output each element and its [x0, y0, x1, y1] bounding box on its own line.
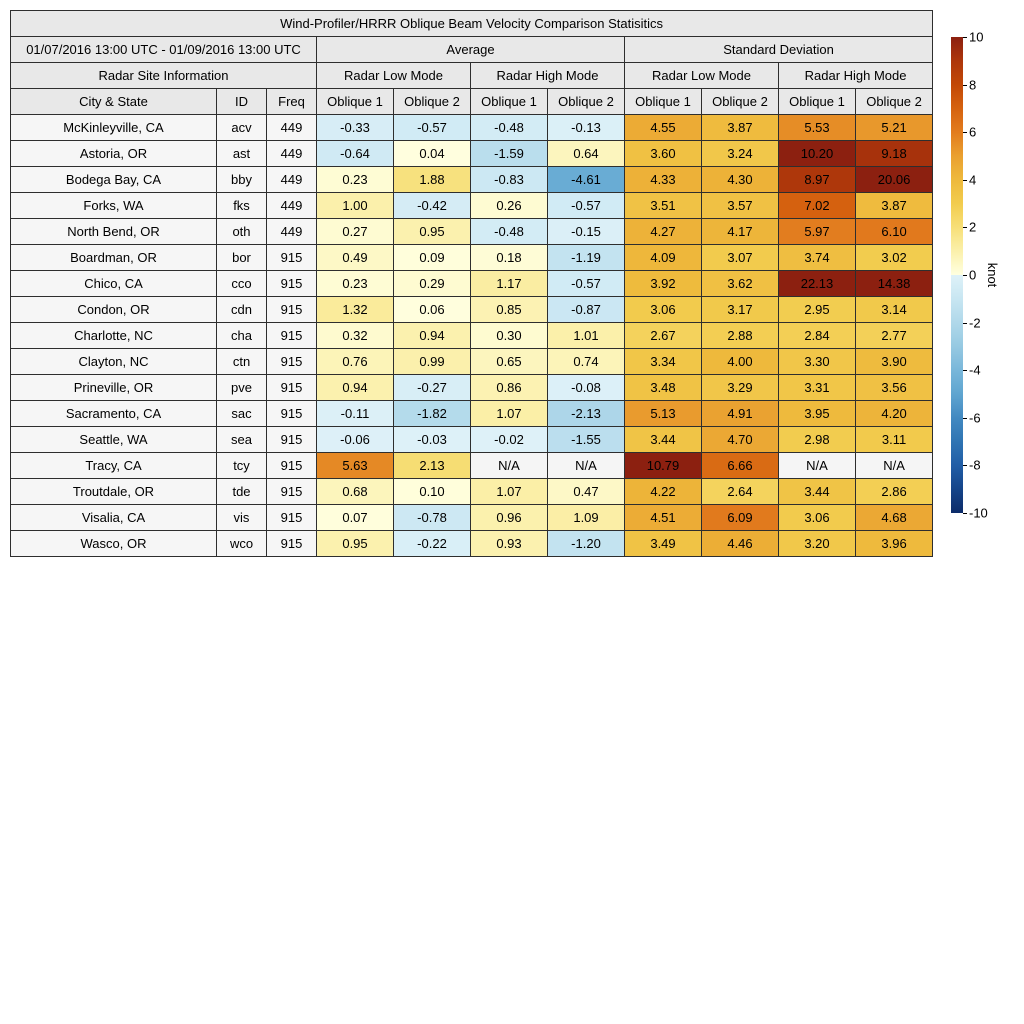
- colorbar-tick-label: 6: [969, 124, 977, 140]
- value-cell: 4.91: [702, 401, 779, 427]
- value-cell: 0.32: [317, 323, 394, 349]
- value-cell: 3.96: [856, 531, 933, 557]
- avg-low-mode-header: Radar Low Mode: [317, 63, 471, 89]
- value-cell: -0.48: [471, 219, 548, 245]
- value-cell: 6.09: [702, 505, 779, 531]
- id-cell: pve: [217, 375, 267, 401]
- value-cell: -1.59: [471, 141, 548, 167]
- value-cell: N/A: [471, 453, 548, 479]
- id-cell: acv: [217, 115, 267, 141]
- value-cell: -0.22: [394, 531, 471, 557]
- value-cell: 3.51: [625, 193, 702, 219]
- city-cell: Bodega Bay, CA: [11, 167, 217, 193]
- table-row: [11, 453, 933, 479]
- value-cell: 0.94: [317, 375, 394, 401]
- colorbar-tick-label: 0: [969, 267, 977, 283]
- value-cell: 3.06: [625, 297, 702, 323]
- value-cell: 10.20: [779, 141, 856, 167]
- value-cell: 0.85: [471, 297, 548, 323]
- std-high-mode-header: Radar High Mode: [779, 63, 933, 89]
- table-row: [11, 115, 933, 141]
- value-cell: 4.00: [702, 349, 779, 375]
- value-cell: -0.48: [471, 115, 548, 141]
- colorbar-tick: [963, 132, 967, 133]
- freq-cell: 915: [267, 505, 317, 531]
- mode-header-row: [11, 63, 933, 89]
- value-cell: 2.13: [394, 453, 471, 479]
- avg-high-mode-header: Radar High Mode: [471, 63, 625, 89]
- value-cell: 3.87: [702, 115, 779, 141]
- value-cell: -0.15: [548, 219, 625, 245]
- table-row: [11, 427, 933, 453]
- oblique-column-header: Oblique 1: [471, 89, 548, 115]
- value-cell: 5.21: [856, 115, 933, 141]
- value-cell: 5.63: [317, 453, 394, 479]
- colorbar-tick: [963, 275, 967, 276]
- colorbar-tick: [963, 465, 967, 466]
- city-cell: Wasco, OR: [11, 531, 217, 557]
- id-cell: cha: [217, 323, 267, 349]
- value-cell: 3.87: [856, 193, 933, 219]
- value-cell: 0.65: [471, 349, 548, 375]
- value-cell: 1.88: [394, 167, 471, 193]
- site-info-header: Radar Site Information: [11, 63, 317, 89]
- value-cell: 3.90: [856, 349, 933, 375]
- colorbar-tick-label: 8: [969, 77, 977, 93]
- city-cell: Visalia, CA: [11, 505, 217, 531]
- value-cell: 0.23: [317, 271, 394, 297]
- value-cell: 4.20: [856, 401, 933, 427]
- oblique-column-header: Oblique 2: [394, 89, 471, 115]
- colorbar-tick: [963, 323, 967, 324]
- value-cell: 3.44: [625, 427, 702, 453]
- value-cell: -2.13: [548, 401, 625, 427]
- value-cell: 3.48: [625, 375, 702, 401]
- oblique-column-header: Oblique 1: [625, 89, 702, 115]
- value-cell: 4.68: [856, 505, 933, 531]
- colorbar-tick-label: -2: [969, 315, 981, 331]
- id-cell: cdn: [217, 297, 267, 323]
- city-cell: Chico, CA: [11, 271, 217, 297]
- freq-cell: 449: [267, 193, 317, 219]
- colorbar-tick-label: -4: [969, 362, 981, 378]
- value-cell: 0.74: [548, 349, 625, 375]
- value-cell: 1.07: [471, 479, 548, 505]
- value-cell: 0.86: [471, 375, 548, 401]
- value-cell: 0.29: [394, 271, 471, 297]
- colorbar-tick: [963, 85, 967, 86]
- colorbar-tick: [963, 227, 967, 228]
- value-cell: 6.10: [856, 219, 933, 245]
- freq-column-header: Freq: [267, 89, 317, 115]
- table-row: [11, 245, 933, 271]
- value-cell: 0.93: [471, 531, 548, 557]
- id-cell: tcy: [217, 453, 267, 479]
- colorbar-tick-label: -6: [969, 410, 981, 426]
- value-cell: -0.03: [394, 427, 471, 453]
- table-row: [11, 297, 933, 323]
- city-cell: Condon, OR: [11, 297, 217, 323]
- oblique-column-header: Oblique 2: [856, 89, 933, 115]
- value-cell: 0.26: [471, 193, 548, 219]
- city-cell: Troutdale, OR: [11, 479, 217, 505]
- city-cell: Astoria, OR: [11, 141, 217, 167]
- value-cell: 2.95: [779, 297, 856, 323]
- value-cell: 4.33: [625, 167, 702, 193]
- value-cell: 3.57: [702, 193, 779, 219]
- value-cell: 1.07: [471, 401, 548, 427]
- id-cell: ctn: [217, 349, 267, 375]
- value-cell: 0.96: [471, 505, 548, 531]
- oblique-column-header: Oblique 2: [702, 89, 779, 115]
- freq-cell: 915: [267, 479, 317, 505]
- colorbar-tick: [963, 37, 967, 38]
- colorbar-tick-label: 2: [969, 219, 977, 235]
- value-cell: 3.30: [779, 349, 856, 375]
- value-cell: 22.13: [779, 271, 856, 297]
- value-cell: -0.64: [317, 141, 394, 167]
- value-cell: 3.06: [779, 505, 856, 531]
- freq-cell: 449: [267, 167, 317, 193]
- table-row: [11, 219, 933, 245]
- value-cell: -0.02: [471, 427, 548, 453]
- value-cell: 4.17: [702, 219, 779, 245]
- value-cell: 2.64: [702, 479, 779, 505]
- colorbar-tick-label: -8: [969, 457, 981, 473]
- value-cell: 3.34: [625, 349, 702, 375]
- value-cell: 2.77: [856, 323, 933, 349]
- colorbar-tick: [963, 370, 967, 371]
- city-cell: Charlotte, NC: [11, 323, 217, 349]
- value-cell: -0.13: [548, 115, 625, 141]
- value-cell: 0.23: [317, 167, 394, 193]
- id-cell: vis: [217, 505, 267, 531]
- freq-cell: 449: [267, 141, 317, 167]
- table-row: [11, 141, 933, 167]
- value-cell: 2.88: [702, 323, 779, 349]
- value-cell: -0.42: [394, 193, 471, 219]
- table-row: [11, 167, 933, 193]
- value-cell: 1.17: [471, 271, 548, 297]
- value-cell: 20.06: [856, 167, 933, 193]
- oblique-column-header: Oblique 1: [317, 89, 394, 115]
- freq-cell: 915: [267, 297, 317, 323]
- value-cell: 4.46: [702, 531, 779, 557]
- value-cell: -1.20: [548, 531, 625, 557]
- value-cell: -0.83: [471, 167, 548, 193]
- colorbar-tick: [963, 513, 967, 514]
- table-row: [11, 531, 933, 557]
- value-cell: -0.57: [548, 271, 625, 297]
- value-cell: 6.66: [702, 453, 779, 479]
- value-cell: 0.94: [394, 323, 471, 349]
- table-row: [11, 271, 933, 297]
- freq-cell: 915: [267, 453, 317, 479]
- freq-cell: 915: [267, 245, 317, 271]
- value-cell: 2.84: [779, 323, 856, 349]
- table-row: [11, 323, 933, 349]
- group-average-header: Average: [317, 37, 625, 63]
- value-cell: 0.99: [394, 349, 471, 375]
- value-cell: 3.31: [779, 375, 856, 401]
- value-cell: 2.86: [856, 479, 933, 505]
- value-cell: 3.56: [856, 375, 933, 401]
- value-cell: N/A: [548, 453, 625, 479]
- city-cell: Seattle, WA: [11, 427, 217, 453]
- value-cell: 3.17: [702, 297, 779, 323]
- value-cell: 3.24: [702, 141, 779, 167]
- city-cell: Tracy, CA: [11, 453, 217, 479]
- column-header-row: [11, 89, 933, 115]
- colorbar-tick: [963, 180, 967, 181]
- city-cell: Prineville, OR: [11, 375, 217, 401]
- value-cell: 8.97: [779, 167, 856, 193]
- value-cell: -0.27: [394, 375, 471, 401]
- value-cell: 3.07: [702, 245, 779, 271]
- value-cell: 0.18: [471, 245, 548, 271]
- value-cell: 5.53: [779, 115, 856, 141]
- value-cell: 3.49: [625, 531, 702, 557]
- colorbar: [951, 37, 963, 513]
- value-cell: 0.76: [317, 349, 394, 375]
- value-cell: 1.00: [317, 193, 394, 219]
- value-cell: 3.02: [856, 245, 933, 271]
- freq-cell: 915: [267, 349, 317, 375]
- freq-cell: 915: [267, 427, 317, 453]
- value-cell: 4.51: [625, 505, 702, 531]
- group-header-row: [11, 37, 933, 63]
- value-cell: 4.09: [625, 245, 702, 271]
- value-cell: 1.01: [548, 323, 625, 349]
- table-row: [11, 375, 933, 401]
- value-cell: -4.61: [548, 167, 625, 193]
- value-cell: -0.57: [394, 115, 471, 141]
- colorbar-tick-label: 4: [969, 172, 977, 188]
- value-cell: -0.33: [317, 115, 394, 141]
- std-low-mode-header: Radar Low Mode: [625, 63, 779, 89]
- value-cell: -0.08: [548, 375, 625, 401]
- date-range: 01/07/2016 13:00 UTC - 01/09/2016 13:00 UTC: [11, 37, 317, 63]
- city-cell: Clayton, NC: [11, 349, 217, 375]
- value-cell: 4.70: [702, 427, 779, 453]
- value-cell: 0.07: [317, 505, 394, 531]
- id-column-header: ID: [217, 89, 267, 115]
- value-cell: -1.82: [394, 401, 471, 427]
- oblique-column-header: Oblique 2: [548, 89, 625, 115]
- city-cell: Sacramento, CA: [11, 401, 217, 427]
- value-cell: 5.13: [625, 401, 702, 427]
- value-cell: 10.79: [625, 453, 702, 479]
- id-cell: bby: [217, 167, 267, 193]
- id-cell: sac: [217, 401, 267, 427]
- value-cell: 3.92: [625, 271, 702, 297]
- group-std-header: Standard Deviation: [625, 37, 933, 63]
- value-cell: 3.20: [779, 531, 856, 557]
- city-cell: Boardman, OR: [11, 245, 217, 271]
- value-cell: 3.14: [856, 297, 933, 323]
- freq-cell: 915: [267, 323, 317, 349]
- value-cell: 0.09: [394, 245, 471, 271]
- colorbar-tick-label: 10: [969, 29, 984, 45]
- table-row: [11, 479, 933, 505]
- table-row: [11, 349, 933, 375]
- value-cell: 4.27: [625, 219, 702, 245]
- value-cell: 3.95: [779, 401, 856, 427]
- value-cell: 3.11: [856, 427, 933, 453]
- freq-cell: 915: [267, 271, 317, 297]
- freq-cell: 449: [267, 115, 317, 141]
- city-column-header: City & State: [11, 89, 217, 115]
- value-cell: 4.22: [625, 479, 702, 505]
- value-cell: -1.55: [548, 427, 625, 453]
- id-cell: tde: [217, 479, 267, 505]
- city-cell: North Bend, OR: [11, 219, 217, 245]
- id-cell: fks: [217, 193, 267, 219]
- title-row: [11, 11, 933, 37]
- id-cell: oth: [217, 219, 267, 245]
- value-cell: 0.04: [394, 141, 471, 167]
- id-cell: sea: [217, 427, 267, 453]
- id-cell: cco: [217, 271, 267, 297]
- freq-cell: 915: [267, 531, 317, 557]
- value-cell: 9.18: [856, 141, 933, 167]
- value-cell: -0.11: [317, 401, 394, 427]
- value-cell: 2.67: [625, 323, 702, 349]
- value-cell: 1.09: [548, 505, 625, 531]
- value-cell: -0.57: [548, 193, 625, 219]
- city-cell: McKinleyville, CA: [11, 115, 217, 141]
- value-cell: 0.30: [471, 323, 548, 349]
- value-cell: N/A: [856, 453, 933, 479]
- value-cell: 0.95: [394, 219, 471, 245]
- value-cell: 0.49: [317, 245, 394, 271]
- value-cell: 14.38: [856, 271, 933, 297]
- value-cell: 3.74: [779, 245, 856, 271]
- table-title: Wind-Profiler/HRRR Oblique Beam Velocity Comparison Statisitics: [11, 11, 933, 37]
- value-cell: 0.10: [394, 479, 471, 505]
- oblique-column-header: Oblique 1: [779, 89, 856, 115]
- colorbar-tick-label: -10: [969, 505, 988, 521]
- value-cell: 0.06: [394, 297, 471, 323]
- value-cell: -0.06: [317, 427, 394, 453]
- id-cell: wco: [217, 531, 267, 557]
- value-cell: 3.60: [625, 141, 702, 167]
- freq-cell: 449: [267, 219, 317, 245]
- table-row: [11, 505, 933, 531]
- value-cell: 3.44: [779, 479, 856, 505]
- value-cell: 3.29: [702, 375, 779, 401]
- id-cell: ast: [217, 141, 267, 167]
- value-cell: 3.62: [702, 271, 779, 297]
- freq-cell: 915: [267, 375, 317, 401]
- value-cell: 1.32: [317, 297, 394, 323]
- city-cell: Forks, WA: [11, 193, 217, 219]
- value-cell: 0.27: [317, 219, 394, 245]
- value-cell: 0.68: [317, 479, 394, 505]
- colorbar-tick: [963, 418, 967, 419]
- value-cell: 4.30: [702, 167, 779, 193]
- stats-table: [10, 10, 933, 557]
- value-cell: 0.95: [317, 531, 394, 557]
- value-cell: 0.64: [548, 141, 625, 167]
- value-cell: 7.02: [779, 193, 856, 219]
- value-cell: N/A: [779, 453, 856, 479]
- value-cell: -0.87: [548, 297, 625, 323]
- value-cell: 4.55: [625, 115, 702, 141]
- value-cell: 5.97: [779, 219, 856, 245]
- value-cell: -0.78: [394, 505, 471, 531]
- table-row: [11, 401, 933, 427]
- value-cell: 0.47: [548, 479, 625, 505]
- freq-cell: 915: [267, 401, 317, 427]
- value-cell: -1.19: [548, 245, 625, 271]
- table-row: [11, 193, 933, 219]
- colorbar-unit-label: knot: [985, 262, 1000, 288]
- value-cell: 2.98: [779, 427, 856, 453]
- id-cell: bor: [217, 245, 267, 271]
